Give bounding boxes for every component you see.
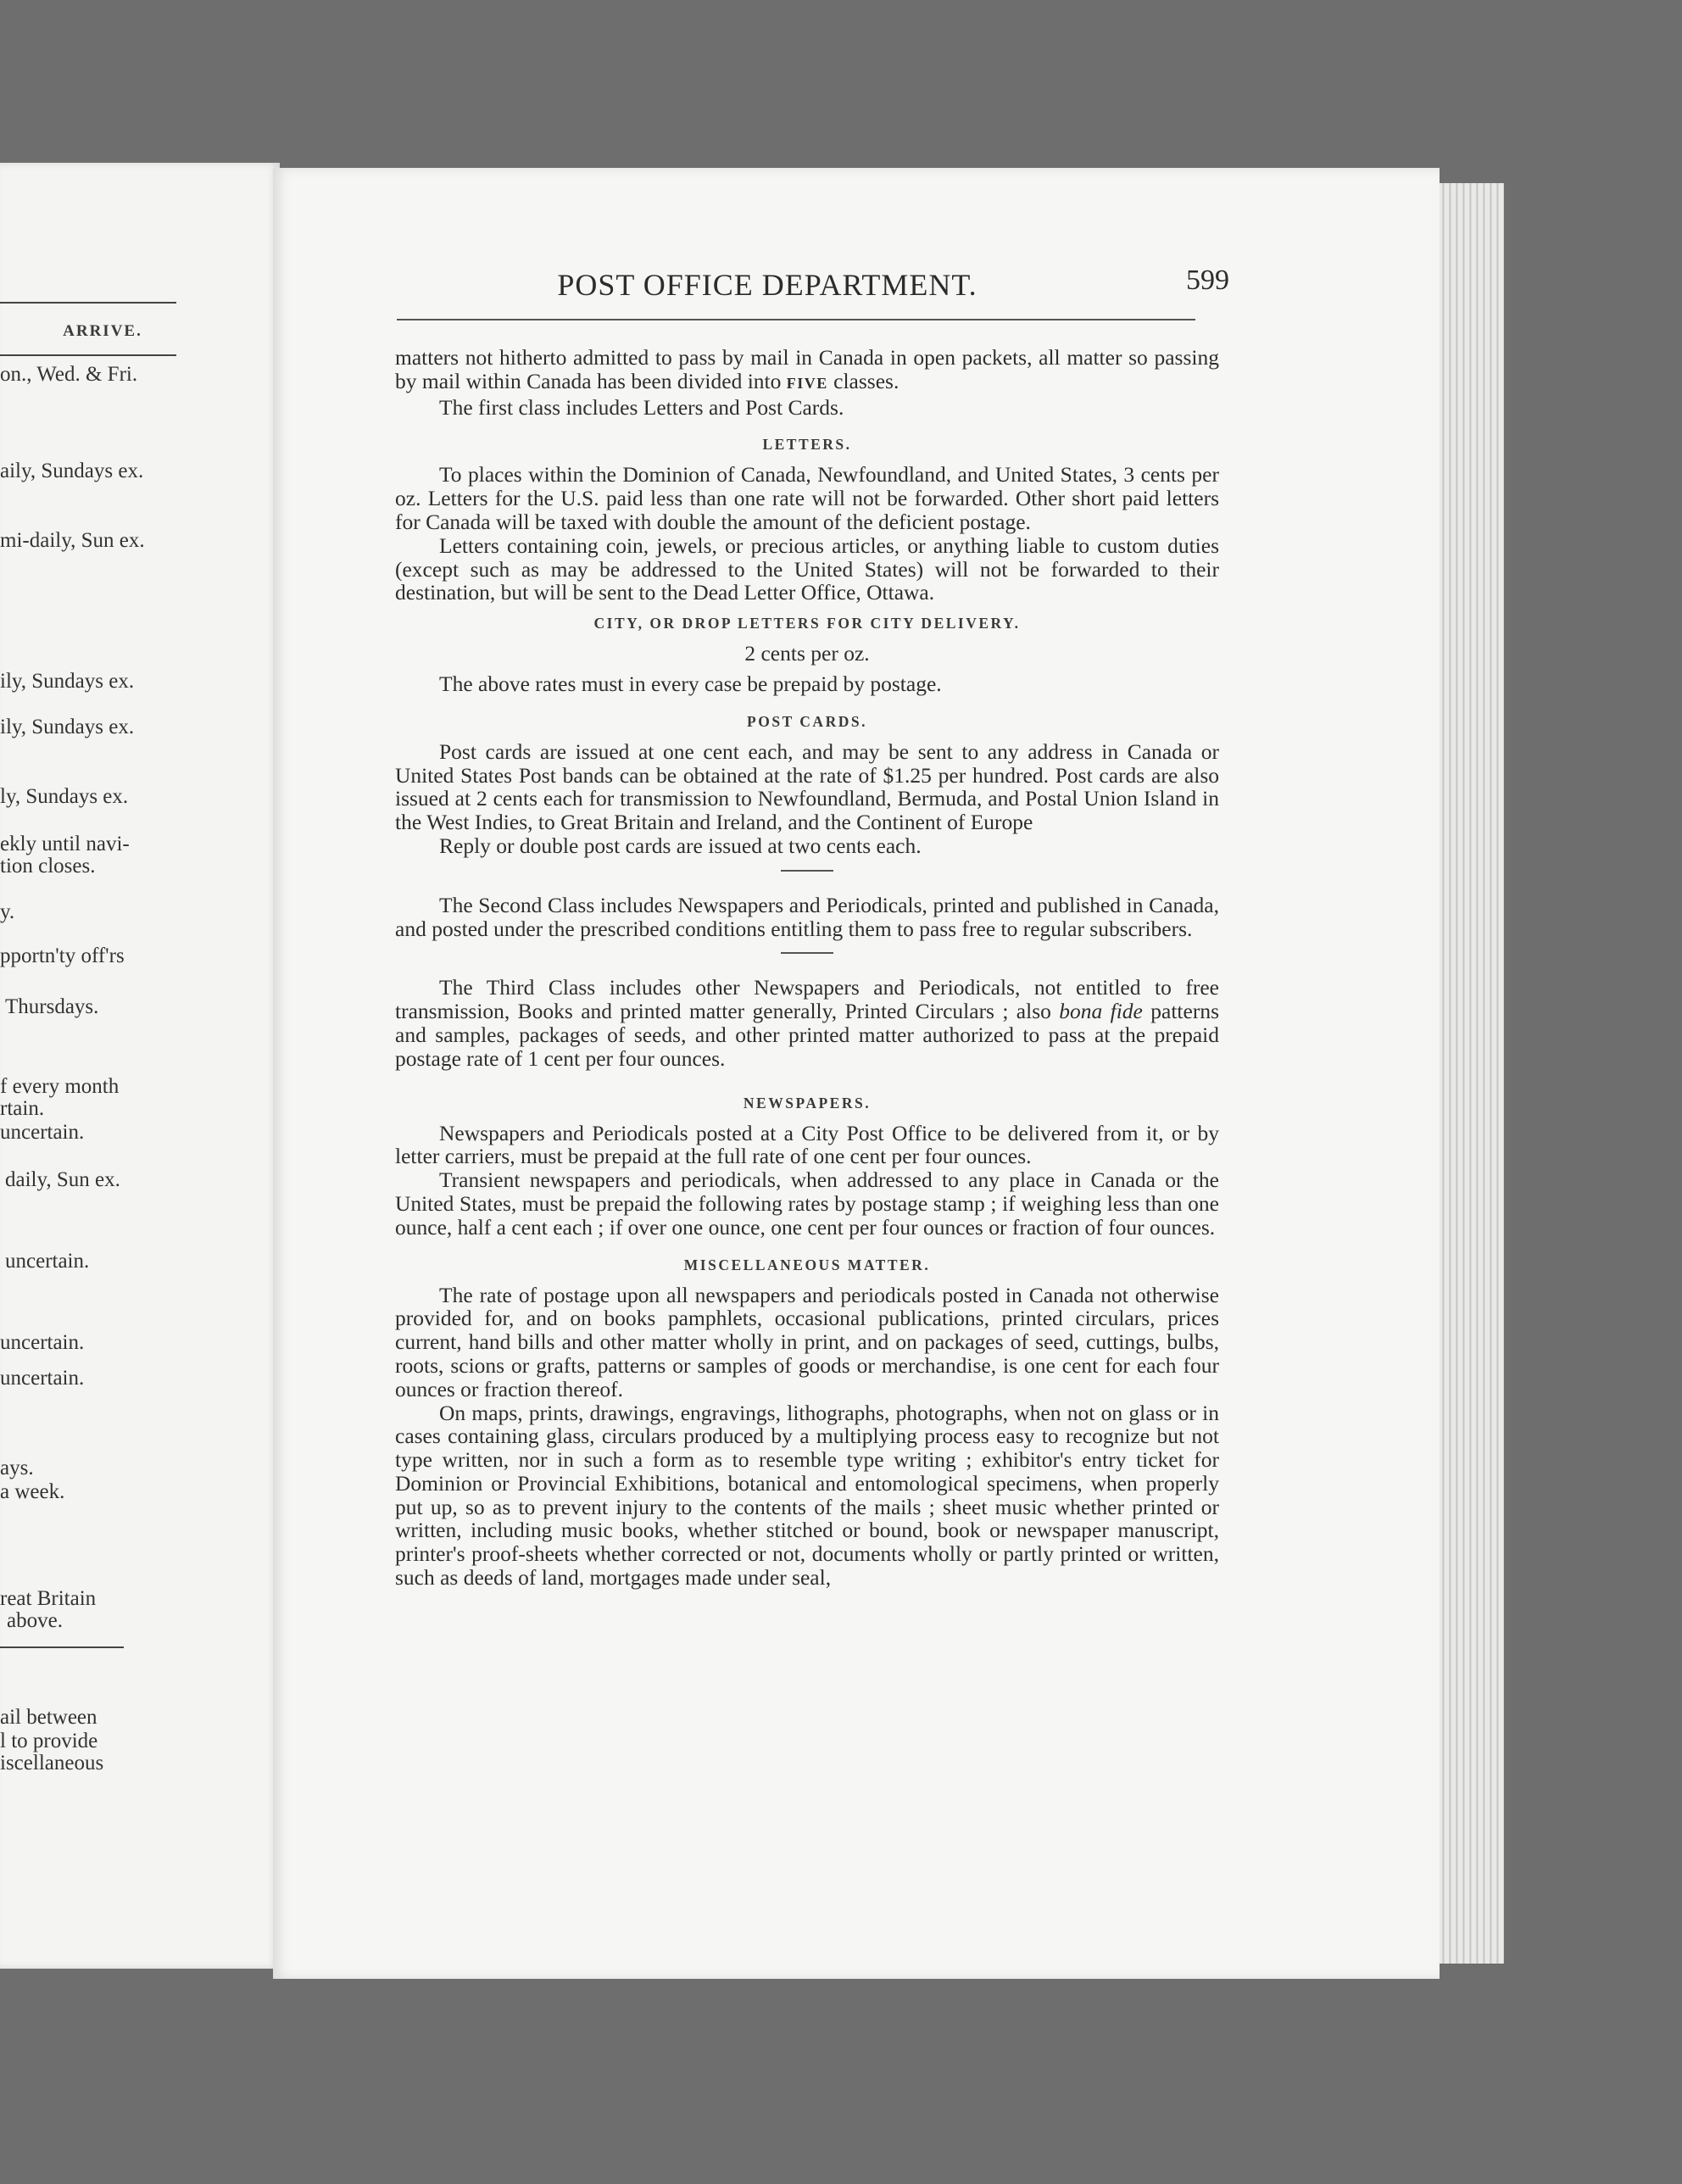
third-class-paragraph	[395, 976, 1219, 1070]
section-divider	[781, 952, 833, 954]
left-page-rule-header	[0, 354, 176, 356]
section-heading-newspapers: NEWSPAPERS.	[743, 1094, 872, 1112]
section-heading-post-cards: POST CARDS.	[747, 712, 867, 730]
left-page-line: aily, Sundays ex.	[0, 460, 144, 482]
page-number: 599	[1186, 265, 1229, 296]
left-page-line: uncertain.	[5, 1250, 90, 1273]
left-page-line: reat Britain	[0, 1587, 97, 1610]
city-rate: 2 cents per oz.	[744, 641, 870, 666]
left-page-line: l to provide	[0, 1730, 98, 1752]
left-page-line: daily, Sun ex.	[5, 1168, 120, 1191]
left-page-line: f every month	[0, 1075, 120, 1098]
first-class-paragraph: The first class includes Letters and Post Cards.	[439, 394, 844, 420]
section-heading-letters: LETTERS.	[762, 436, 852, 454]
left-page-line: tion closes.	[0, 855, 96, 878]
intro-five-smallcaps: FIVE	[786, 374, 828, 392]
left-page-line: ily, Sundays ex.	[0, 716, 135, 738]
intro-text-end: classes.	[833, 368, 899, 393]
section-heading-miscellaneous: MISCELLANEOUS MATTER.	[683, 1256, 931, 1273]
left-page-line: ail between	[0, 1706, 97, 1729]
left-page-line: mi-daily, Sun ex.	[0, 529, 145, 552]
section-heading-city-letters: CITY, OR DROP LETTERS FOR CITY DELIVERY.	[593, 615, 1021, 632]
left-page-line: pportn'ty off'rs	[0, 944, 125, 967]
misc-paragraph-2: On maps, prints, drawings, engravings, lithographs, photographs, when not on glass or in cases containing glass, circulars produced by a multiplying process easy to recognize but not type written, nor in such a form as to resemble type writing ; exhibitor's entry ticket for Dominion or Provincial Exhibitions, botanical and entomological specimens, when properly put up, so as to prevent injury to the contents of the mails ; sheet music whether printed or written, including music books, whether stitched or bound, book or newspaper manuscript, printer's proof-sheets whether corrected or not, documents wholly or partly printed or written, such as deeds of land, mortgages made under seal,	[395, 1400, 1219, 1591]
left-page-line: uncertain.	[0, 1367, 85, 1390]
left-page-line: ily, Sundays ex.	[0, 670, 135, 693]
second-class-paragraph: The Second Class includes Newspapers and Periodicals, printed and published in Canada, and posted under the prescribed conditions entitling them to pass free to regular subscribers.	[395, 892, 1219, 941]
intro-text: matters not hitherto admitted to pass by mail in Canada in open packets, all matter so passing by mail within Canada has been divided into	[395, 345, 1219, 393]
running-header-title: POST OFFICE DEPARTMENT.	[557, 268, 977, 302]
intro-paragraph	[395, 346, 1219, 396]
page-body	[395, 346, 1219, 1590]
left-page-rule-top	[0, 302, 176, 304]
newspapers-paragraph-1: Newspapers and Periodicals posted at a City Post Office to be delivered from it, or by letter carriers, must be prepaid at the full rate of one cent per four ounces.	[395, 1120, 1219, 1169]
postcards-paragraph-1: Post cards are issued at one cent each, and may be sent to any address in Canada or United States Post bands can be obtained at the rate of $1.25 per hundred. Post cards are also issued at 2 cents each for transmission to Newfoundland, Bermuda, and Postal Union Island in the West Indies, to Great Britain and Ireland, and the Continent of Europe	[395, 738, 1219, 835]
left-page-rule-bottom	[0, 1646, 124, 1648]
left-page-line: ly, Sundays ex.	[0, 785, 129, 808]
left-page-line: ekly until navi-	[0, 833, 130, 855]
left-page-line: Thursdays.	[5, 995, 99, 1018]
misc-paragraph-1: The rate of postage upon all newspapers and periodicals posted in Canada not otherwise provided for, and on books pamphlets, occasional publications, printed circulars, prices current, hand bills and other matter wholly in print, and on packages of seed, cuttings, bulbs, roots, scions or grafts, patterns or samples of goods or merchandise, is one cent for each four ounces or fraction thereof.	[395, 1282, 1219, 1401]
third-class-text-end: patterns and samples, packages of seeds, and other printed matter authorized to pass at the prepaid postage rate of 1 cent per four ounces.	[395, 999, 1219, 1071]
left-page-line: ays.	[0, 1457, 34, 1479]
city-note: The above rates must in every case be prepaid by postage.	[439, 671, 942, 696]
left-page-line: a week.	[0, 1480, 65, 1503]
left-page-column-header: ARRIVE.	[63, 322, 142, 340]
left-page-line: uncertain.	[0, 1121, 85, 1144]
left-facing-page	[0, 163, 280, 1969]
third-class-italic: bona fide	[1059, 999, 1143, 1024]
letters-paragraph-1: To places within the Dominion of Canada, Newfoundland, and United States, 3 cents per oz. Letters for the U.S. paid less than one rate will not be forwarded. Other short paid letters for Canada will be taxed with double the amount of the deficient postage.	[395, 462, 1219, 534]
book-page-edges	[1438, 183, 1504, 1964]
left-page-line: above.	[7, 1609, 63, 1632]
left-page-line: on., Wed. & Fri.	[0, 363, 138, 386]
postcards-paragraph-2: Reply or double post cards are issued at two cents each.	[439, 833, 922, 858]
left-page-line: rtain.	[0, 1097, 45, 1120]
left-page-line: uncertain.	[0, 1331, 85, 1354]
left-page-line: y.	[0, 900, 15, 923]
left-page-line: iscellaneous	[0, 1752, 104, 1774]
letters-paragraph-2: Letters containing coin, jewels, or precious articles, or anything liable to custom duties (except such as may be addressed to the United States) will not be forwarded to their destination, but will be sent to the Dead Letter Office, Ottawa.	[395, 532, 1219, 605]
newspapers-paragraph-2: Transient newspapers and periodicals, when addressed to any place in Canada or the United States, must be prepaid the following rates by postage stamp ; if weighing less than one ounce, half a cent each ; if over one ounce, one cent per four ounces or fraction of four ounces.	[395, 1167, 1219, 1240]
header-rule	[397, 319, 1195, 320]
third-class-text: The Third Class includes other Newspapers and Periodicals, not entitled to free transmission, Books and printed matter generally, Printed Circulars ; also	[395, 975, 1219, 1024]
section-divider	[781, 870, 833, 872]
